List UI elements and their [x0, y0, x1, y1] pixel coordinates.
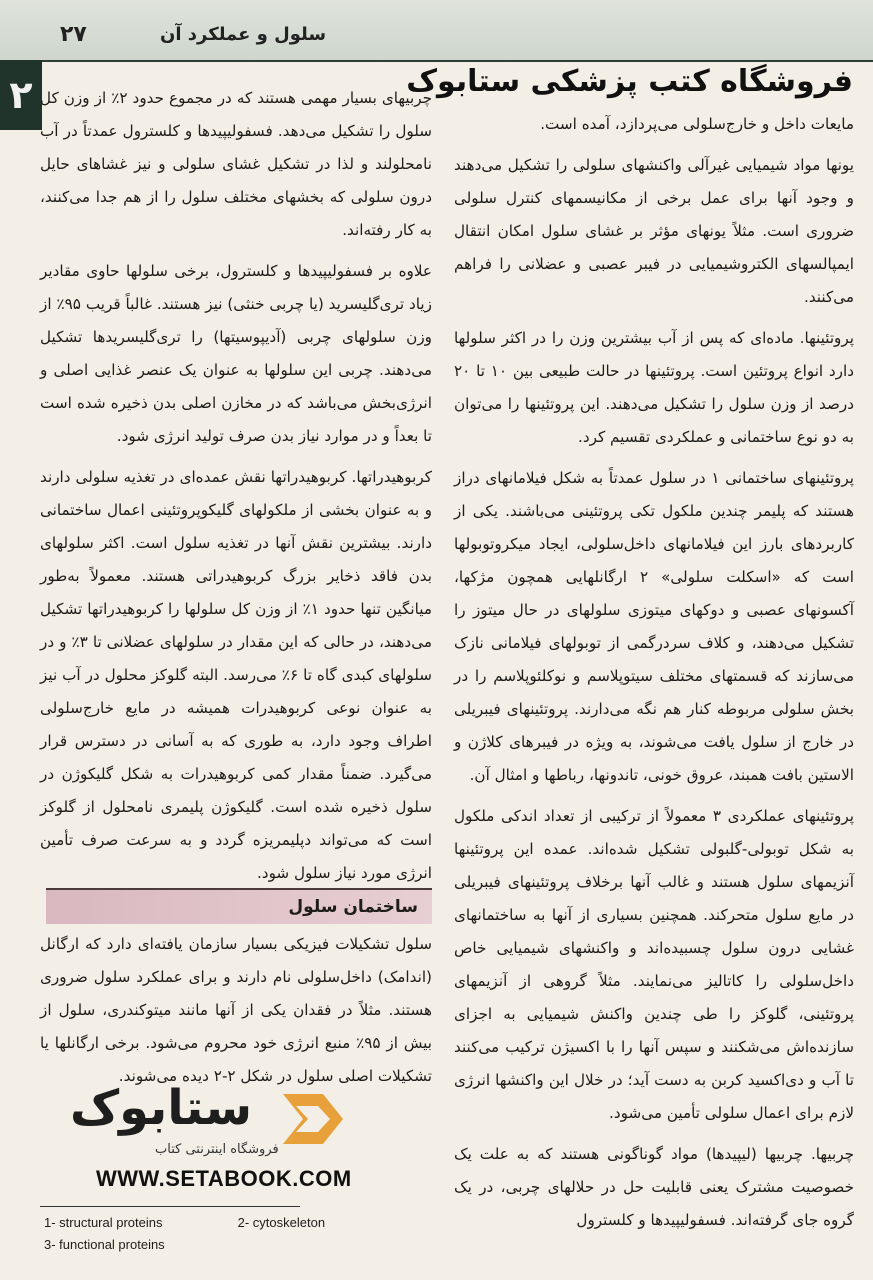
footnote-3: 3- functional proteins — [44, 1237, 165, 1252]
left-bottom-paragraph: سلول تشکیلات فیزیکی بسیار سازمان یافته‌ای دارد که ارگانل (اندامک) داخل‌سلولی نام دارند و برای عملکرد سلول ضروری هستند. مثلاً در فقدان یکی از آنها مانند میتوکندری، سلول از بیش از ۹۵٪ منبع انرژی خود محروم می‌شود. برخی ارگانلها یا تشکیلات اصلی سلول در شکل ۲-۲ دیده می‌شوند. — [40, 935, 432, 1085]
left-column-bottom — [40, 928, 432, 1101]
website-url: WWW.SETABOOK.COM — [96, 1166, 352, 1191]
logo-subtitle: فروشگاه اینترنتی کتاب — [155, 1142, 279, 1157]
page-header — [0, 0, 873, 62]
left-paragraph: کربوهیدراتها. کربوهیدراتها نقش عمده‌ای در تغذیه سلولی دارند و به عنوان بخشی از ملکولهای گلیکوپروتئینی اعمال ساختمانی دارند. بیشترین نقش آنها در تغذیه سلول است. اکثر سلولهای بدن فاقد ذخایر بزرگ کربوهیدراتی هستند. معمولاً به‌طور میانگین تنها حدود ۱٪ از وزن کل سلولها را کربوهیدراتها تشکیل می‌دهند، در حالی که این مقدار در سلولهای عضلانی تا ۳٪ و در سلولهای کبدی گاه تا ۶٪ می‌رسد. البته گلوکز محلول در آب نیز به عنوان نوعی کربوهیدرات همیشه در مایع خارج‌سلولی اطراف وجود دارد، به طوری که به آسانی در دسترس قرار می‌گیرد. ضمناً مقدار کمی کربوهیدرات به شکل گلیکوژن در سلول ذخیره شده است. گلیکوژن پلیمری نامحلول از گلوکز است که می‌تواند دپلیمریزه گردد و به سرعت صرف تأمین انرژی مورد نیاز سلول شود. — [40, 468, 432, 882]
chapter-title: سلول و عملکرد آن — [160, 24, 327, 45]
watermark-logo — [70, 1080, 430, 1170]
left-column — [40, 82, 432, 898]
right-paragraph: پروتئینها. ماده‌ای که پس از آب بیشترین وزن را در اکثر سلولها دارد انواع پروتئین است. پروتئینها در حالت طبیعی بین ۱۰ تا ۲۰ درصد از وزن سلول را تشکیل می‌دهند. این پروتئینها را می‌توان به دو نوع ساختمانی و عملکردی تقسیم کرد. — [454, 329, 854, 446]
section-heading-text: ساختمان سلول — [288, 897, 418, 917]
store-banner: فروشگاه کتب پزشکی ستابوک — [406, 64, 853, 99]
chapter-tab: ۲ — [0, 60, 42, 130]
left-paragraph: چربیهای بسیار مهمی هستند که در مجموع حدود ۲٪ از وزن کل سلول را تشکیل می‌دهد. فسفولیپیدها و کلسترول عمدتاً در آب نامحلولند و لذا در تشکیل غشای سلولی و نیز غشاهای حایل درون سلولی که بخشهای مختلف سلول را از هم جدا می‌کنند، به کار رفته‌اند. — [40, 89, 432, 239]
right-paragraph: چربیها. چربیها (لیپیدها) مواد گوناگونی هستند که به علت یک خصوصیت مشترک یعنی قابلیت حل در حلالهای چربی، در یک گروه جای گرفته‌اند. فسفولیپیدها و کلسترول — [454, 1145, 854, 1229]
left-paragraph: علاوه بر فسفولیپیدها و کلسترول، برخی سلولها حاوی مقادیر زیاد تری‌گلیسرید (یا چربی خنثی) نیز هستند. غالباً قریب ۹۵٪ از وزن سلولهای چربی (آدیپوسیتها) را تری‌گلیسریدها تشکیل می‌دهند. چربی این سلولها به عنوان یک عنصر غذایی اصلی و انرژی‌بخش می‌باشد که در مخازن اصلی بدن ذخیره شده است تا بعداً و در موارد نیاز بدن صرف تولید انرژی شود. — [40, 262, 432, 445]
right-paragraph: پروتئینهای ساختمانی ۱ در سلول عمدتاً به شکل فیلامانهای دراز هستند که پلیمر چندین ملکول تکی پروتئینی می‌باشند. یکی از کاربردهای بارز این فیلامانهای داخل‌سلولی، ایجاد میکروتوبولها است که «اسکلت سلولی» ۲ ارگانلهایی همچون مژکها، آکسونهای عصبی و دوکهای میتوزی سلولهای در حال میتوز را تشکیل می‌دهند، و کلاف سردرگمی از توبولهای فیلامانی نازک می‌سازند که قسمتهای مختلف سیتوپلاسم و نوکلئوپلاسم را در بخش سلولی مربوطه کنار هم نگه می‌دارند. پروتئینهای فیبریلی در خارج از سلول یافت می‌شوند، به ویژه در فیبرهای کلاژن و الاستین بافت همبند، عروق خونی، تاندونها، رباطها و امثال آن. — [454, 469, 854, 784]
footnote-1: 1- structural proteins — [44, 1215, 163, 1230]
footnote-2: 2- cytoskeleton — [237, 1215, 326, 1230]
right-column — [454, 108, 854, 1245]
logo-chevron-icon — [278, 1084, 348, 1154]
section-heading — [46, 888, 432, 924]
right-paragraph: مایعات داخل و خارج‌سلولی می‌پردازد، آمده است. — [540, 115, 854, 133]
right-paragraph: یونها مواد شیمیایی غیرآلی واکنشهای سلولی را تشکیل می‌دهند و وجود آنها برای عمل برخی از مکانیسمهای کنترل سلولی ضروری است. مثلاً یونهای مؤثر بر غشای سلول امکان انتقال ایمپالسهای الکتروشیمیایی در فیبر عصبی و عضلانی را فراهم می‌کنند. — [454, 156, 854, 306]
footnote-divider — [40, 1206, 300, 1207]
logo-wordmark: ستابوک — [70, 1080, 253, 1136]
right-paragraph: پروتئینهای عملکردی ۳ معمولاً از ترکیبی از تعداد اندکی ملکول به شکل توبولی-گلبولی تشکیل شده‌اند. عمده این پروتئینها آنزیمهای سلول هستند و غالب آنها برخلاف پروتئینهای فیبریلی در مایع سلول متحرکند. همچنین بسیاری از آنها به ساختمانهای غشایی درون سلول چسبیده‌اند و واکنشهای شیمیایی خاص داخل‌سلولی را کاتالیز می‌نمایند. مثلاً گروهی از آنزیمهای پروتئینی، گلوکز را طی چندین واکنش شیمیایی به اجزای سازنده‌اش می‌شکنند و سپس آنها را با اکسیژن ترکیب می‌کنند تا آب و دی‌اکسید کربن به دست آید؛ در خلال این واکنشها انرژی لازم برای اعمال سلولی تأمین می‌شود. — [454, 807, 854, 1122]
footnotes — [44, 1212, 325, 1256]
page-number: ۲۷ — [60, 22, 87, 47]
